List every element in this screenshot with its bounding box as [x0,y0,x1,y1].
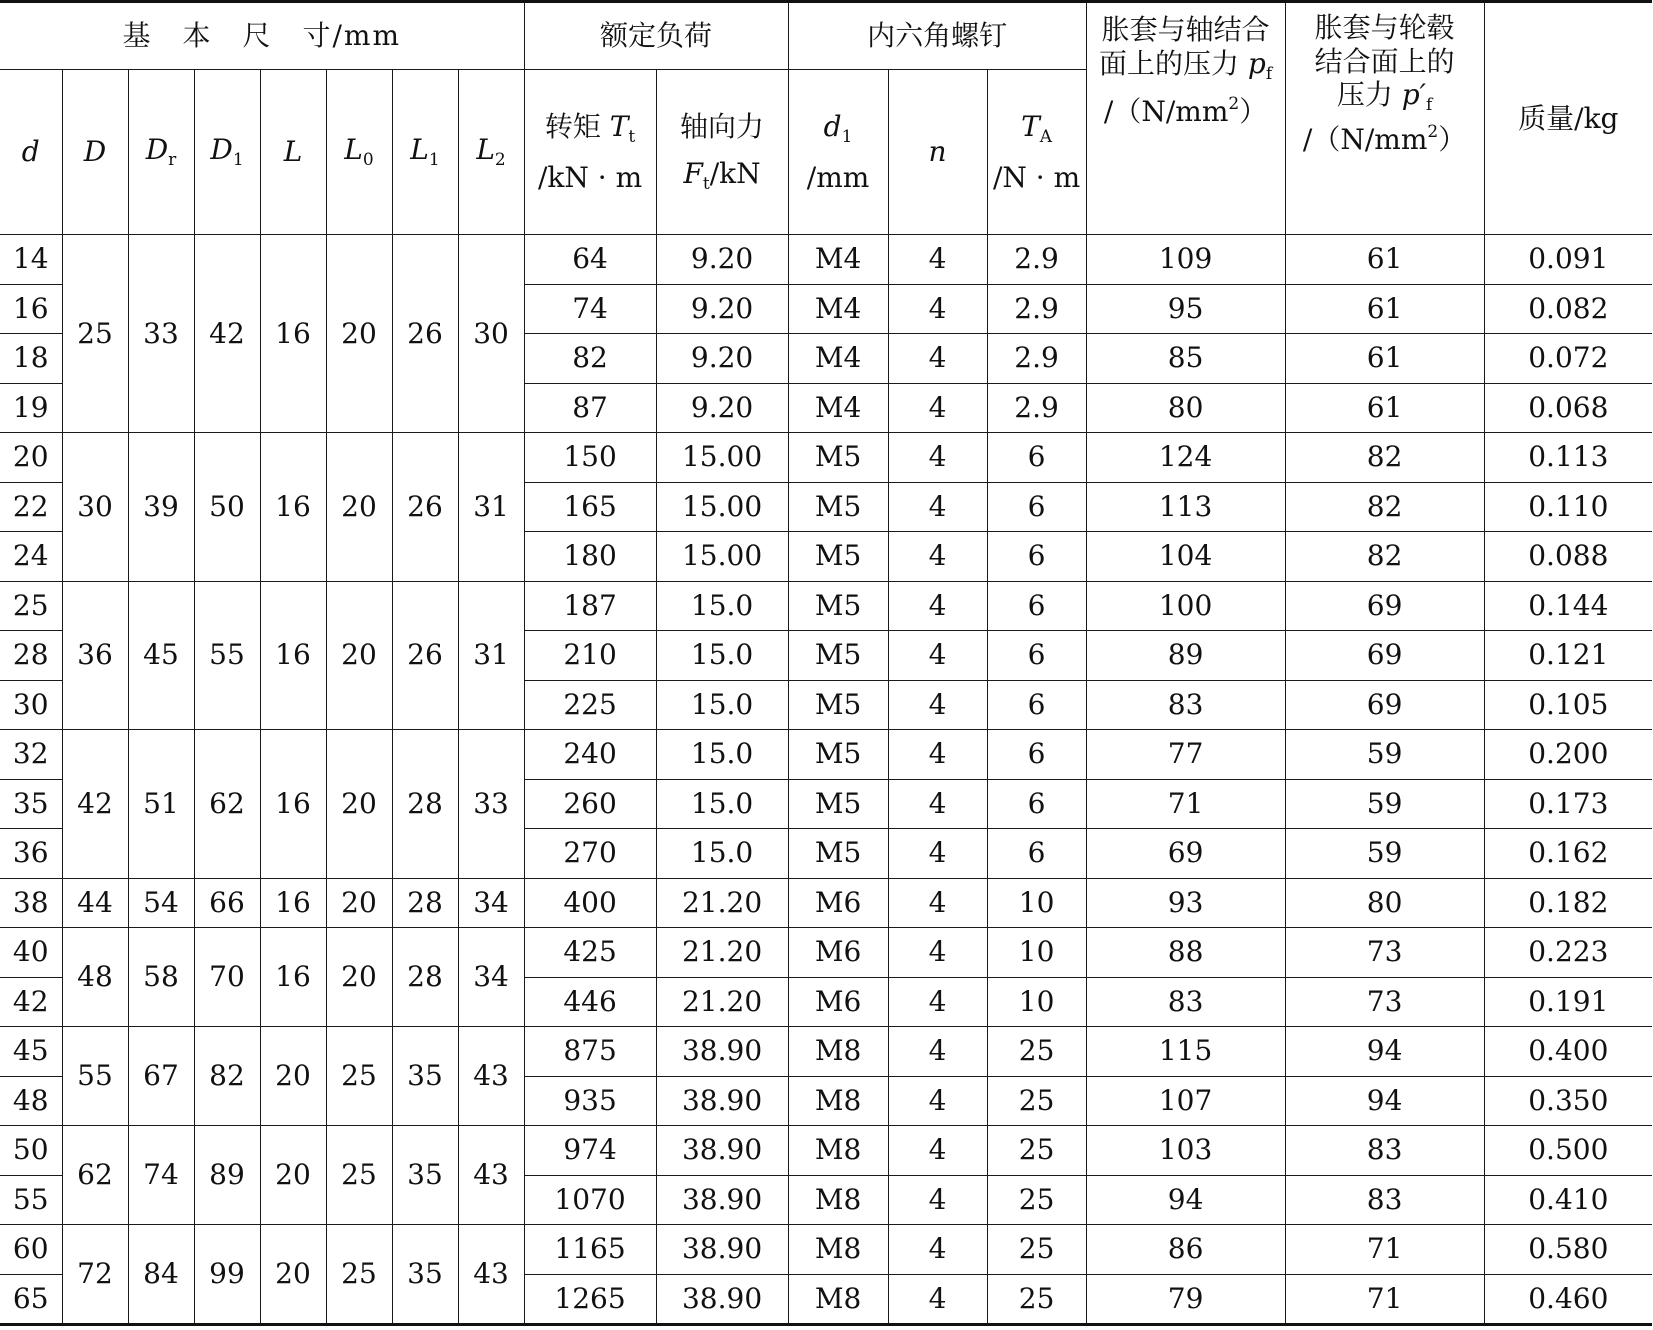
cell-L2: 43 [458,1027,524,1126]
table-row [0,928,1652,978]
cell-torque: 165 [524,482,656,532]
cell-shaft-pressure: 93 [1086,878,1285,928]
hex-screw-header: 内六角螺钉 [788,2,1086,70]
cell-axial-force: 15.0 [656,829,788,879]
cell-tightening-torque: 6 [987,433,1086,483]
cell-tightening-torque: 6 [987,829,1086,879]
cell-screw-count: 4 [888,532,987,582]
hub-pressure-header: 胀套与轮毂 结合面上的 压力 $p'_f$ $/(N/mm^2)$ [1285,2,1484,235]
cell-axial-force: 15.0 [656,680,788,730]
cell-shaft-pressure: 104 [1086,532,1285,582]
cell-screw-size: M4 [788,284,888,334]
cell-screw-count: 4 [888,1027,987,1077]
col-torque-header: 转矩 $T_t$ /kN · m [524,70,656,235]
table-row [0,433,1652,483]
cell-mass: 0.105 [1484,680,1652,730]
cell-hub-pressure: 59 [1285,829,1484,879]
cell-mass: 0.113 [1484,433,1652,483]
cell-screw-count: 4 [888,631,987,681]
cell-D: 72 [62,1225,128,1325]
cell-mass: 0.068 [1484,383,1652,433]
cell-shaft-pressure: 115 [1086,1027,1285,1077]
cell-hub-pressure: 73 [1285,977,1484,1027]
cell-L0: 20 [326,928,392,1027]
cell-d: 35 [0,779,62,829]
cell-screw-size: M8 [788,1076,888,1126]
cell-shaft-pressure: 83 [1086,977,1285,1027]
cell-screw-size: M8 [788,1027,888,1077]
cell-shaft-pressure: 85 [1086,334,1285,384]
cell-D1: 66 [194,878,260,928]
cell-D1: 62 [194,730,260,879]
col-d1-header: $d_1$ /mm [788,70,888,235]
cell-tightening-torque: 25 [987,1274,1086,1325]
cell-screw-size: M5 [788,532,888,582]
cell-screw-size: M5 [788,730,888,780]
cell-tightening-torque: 10 [987,928,1086,978]
col-n-header: n [888,70,987,235]
cell-axial-force: 38.90 [656,1126,788,1176]
cell-torque: 270 [524,829,656,879]
cell-mass: 0.350 [1484,1076,1652,1126]
cell-mass: 0.088 [1484,532,1652,582]
shaft-pressure-header: 胀套与轴结合 面上的压力 $p_f$ $/(N/mm^2)$ [1086,2,1285,235]
cell-screw-count: 4 [888,383,987,433]
cell-hub-pressure: 73 [1285,928,1484,978]
cell-mass: 0.162 [1484,829,1652,879]
cell-torque: 935 [524,1076,656,1126]
cell-d: 60 [0,1225,62,1275]
table-row [0,235,1652,285]
cell-L: 16 [260,928,326,1027]
cell-mass: 0.110 [1484,482,1652,532]
cell-hub-pressure: 69 [1285,680,1484,730]
cell-Dr: 74 [128,1126,194,1225]
cell-torque: 446 [524,977,656,1027]
cell-tightening-torque: 2.9 [987,284,1086,334]
cell-torque: 180 [524,532,656,582]
cell-L1: 26 [392,581,458,730]
cell-axial-force: 9.20 [656,334,788,384]
cell-mass: 0.580 [1484,1225,1652,1275]
table-row [0,1126,1652,1176]
cell-hub-pressure: 61 [1285,334,1484,384]
cell-hub-pressure: 94 [1285,1027,1484,1077]
mass-header: 质量/kg [1484,2,1652,235]
cell-screw-size: M5 [788,829,888,879]
cell-Dr: 58 [128,928,194,1027]
cell-shaft-pressure: 113 [1086,482,1285,532]
cell-D1: 89 [194,1126,260,1225]
cell-D1: 55 [194,581,260,730]
cell-d: 36 [0,829,62,879]
col-L-header: L [260,70,326,235]
cell-d: 18 [0,334,62,384]
cell-d: 55 [0,1175,62,1225]
cell-hub-pressure: 69 [1285,581,1484,631]
cell-hub-pressure: 94 [1285,1076,1484,1126]
cell-L1: 35 [392,1027,458,1126]
cell-axial-force: 15.00 [656,532,788,582]
cell-axial-force: 38.90 [656,1027,788,1077]
cell-tightening-torque: 6 [987,532,1086,582]
cell-torque: 187 [524,581,656,631]
cell-d: 30 [0,680,62,730]
cell-tightening-torque: 2.9 [987,235,1086,285]
cell-torque: 875 [524,1027,656,1077]
cell-mass: 0.091 [1484,235,1652,285]
col-L2-header: $L_2$ [458,70,524,235]
cell-d: 50 [0,1126,62,1176]
cell-axial-force: 15.0 [656,581,788,631]
cell-shaft-pressure: 88 [1086,928,1285,978]
cell-screw-size: M8 [788,1175,888,1225]
cell-axial-force: 9.20 [656,235,788,285]
cell-hub-pressure: 69 [1285,631,1484,681]
cell-L1: 35 [392,1126,458,1225]
cell-tightening-torque: 10 [987,878,1086,928]
cell-axial-force: 21.20 [656,928,788,978]
cell-D: 30 [62,433,128,582]
cell-mass: 0.410 [1484,1175,1652,1225]
cell-screw-count: 4 [888,284,987,334]
cell-d: 28 [0,631,62,681]
cell-Dr: 84 [128,1225,194,1325]
cell-tightening-torque: 6 [987,779,1086,829]
cell-shaft-pressure: 83 [1086,680,1285,730]
cell-hub-pressure: 82 [1285,482,1484,532]
cell-d: 45 [0,1027,62,1077]
cell-screw-size: M8 [788,1274,888,1325]
cell-tightening-torque: 25 [987,1027,1086,1077]
table-row [0,1027,1652,1077]
cell-d: 65 [0,1274,62,1325]
cell-screw-count: 4 [888,779,987,829]
col-D-header: D [62,70,128,235]
cell-D: 25 [62,235,128,433]
cell-torque: 1070 [524,1175,656,1225]
cell-axial-force: 38.90 [656,1076,788,1126]
cell-d: 16 [0,284,62,334]
cell-shaft-pressure: 77 [1086,730,1285,780]
cell-Dr: 45 [128,581,194,730]
cell-L2: 30 [458,235,524,433]
cell-shaft-pressure: 86 [1086,1225,1285,1275]
cell-D: 36 [62,581,128,730]
cell-mass: 0.200 [1484,730,1652,780]
cell-tightening-torque: 10 [987,977,1086,1027]
cell-L1: 35 [392,1225,458,1325]
cell-mass: 0.460 [1484,1274,1652,1325]
cell-axial-force: 15.0 [656,730,788,780]
cell-shaft-pressure: 100 [1086,581,1285,631]
cell-L1: 28 [392,878,458,928]
cell-L2: 43 [458,1126,524,1225]
cell-screw-size: M5 [788,680,888,730]
cell-L2: 34 [458,928,524,1027]
cell-shaft-pressure: 80 [1086,383,1285,433]
cell-axial-force: 9.20 [656,383,788,433]
cell-L0: 25 [326,1027,392,1126]
cell-screw-count: 4 [888,829,987,879]
cell-mass: 0.191 [1484,977,1652,1027]
cell-screw-count: 4 [888,581,987,631]
cell-D1: 99 [194,1225,260,1325]
cell-Dr: 54 [128,878,194,928]
cell-d: 22 [0,482,62,532]
cell-hub-pressure: 59 [1285,779,1484,829]
cell-hub-pressure: 82 [1285,433,1484,483]
cell-mass: 0.121 [1484,631,1652,681]
cell-torque: 74 [524,284,656,334]
cell-tightening-torque: 6 [987,482,1086,532]
cell-screw-count: 4 [888,878,987,928]
cell-tightening-torque: 2.9 [987,383,1086,433]
cell-L: 16 [260,581,326,730]
cell-L: 20 [260,1126,326,1225]
cell-L2: 33 [458,730,524,879]
cell-hub-pressure: 61 [1285,383,1484,433]
cell-torque: 974 [524,1126,656,1176]
cell-screw-size: M4 [788,235,888,285]
cell-screw-size: M8 [788,1225,888,1275]
cell-d: 14 [0,235,62,285]
cell-d: 24 [0,532,62,582]
cell-L: 16 [260,433,326,582]
cell-axial-force: 38.90 [656,1175,788,1225]
cell-screw-size: M5 [788,433,888,483]
cell-shaft-pressure: 95 [1086,284,1285,334]
cell-torque: 225 [524,680,656,730]
cell-tightening-torque: 6 [987,730,1086,780]
table-body [0,235,1652,1325]
cell-D: 55 [62,1027,128,1126]
cell-screw-size: M8 [788,1126,888,1176]
col-TA-header: $T_A$ /N · m [987,70,1086,235]
cell-d: 20 [0,433,62,483]
cell-L0: 20 [326,878,392,928]
cell-d: 19 [0,383,62,433]
cell-tightening-torque: 2.9 [987,334,1086,384]
cell-axial-force: 15.00 [656,482,788,532]
cell-L2: 31 [458,581,524,730]
cell-L: 16 [260,878,326,928]
cell-mass: 0.500 [1484,1126,1652,1176]
cell-torque: 1165 [524,1225,656,1275]
cell-hub-pressure: 71 [1285,1225,1484,1275]
cell-L1: 28 [392,928,458,1027]
cell-screw-count: 4 [888,433,987,483]
cell-screw-size: M5 [788,631,888,681]
cell-shaft-pressure: 89 [1086,631,1285,681]
cell-torque: 425 [524,928,656,978]
cell-L: 16 [260,730,326,879]
cell-torque: 82 [524,334,656,384]
cell-axial-force: 21.20 [656,878,788,928]
cell-shaft-pressure: 124 [1086,433,1285,483]
cell-shaft-pressure: 69 [1086,829,1285,879]
cell-screw-size: M6 [788,878,888,928]
cell-screw-size: M4 [788,383,888,433]
cell-screw-count: 4 [888,977,987,1027]
cell-d: 42 [0,977,62,1027]
cell-shaft-pressure: 103 [1086,1126,1285,1176]
cell-screw-count: 4 [888,235,987,285]
cell-torque: 64 [524,235,656,285]
cell-L2: 31 [458,433,524,582]
cell-d: 32 [0,730,62,780]
cell-hub-pressure: 71 [1285,1274,1484,1325]
cell-screw-size: M6 [788,928,888,978]
cell-screw-count: 4 [888,1076,987,1126]
cell-hub-pressure: 59 [1285,730,1484,780]
cell-L0: 20 [326,235,392,433]
col-axial-force-header: 轴向力 $F_t/kN$ [656,70,788,235]
cell-torque: 400 [524,878,656,928]
table-row [0,1225,1652,1275]
table-row [0,730,1652,780]
cell-hub-pressure: 82 [1285,532,1484,582]
table-row [0,878,1652,928]
cell-screw-count: 4 [888,482,987,532]
cell-axial-force: 15.0 [656,779,788,829]
cell-shaft-pressure: 109 [1086,235,1285,285]
cell-D: 62 [62,1126,128,1225]
cell-tightening-torque: 6 [987,581,1086,631]
cell-Dr: 39 [128,433,194,582]
cell-d: 48 [0,1076,62,1126]
col-d-header: d [0,70,62,235]
table-row [0,581,1652,631]
cell-mass: 0.072 [1484,334,1652,384]
cell-screw-count: 4 [888,1274,987,1325]
cell-torque: 87 [524,383,656,433]
cell-D: 44 [62,878,128,928]
cell-Dr: 51 [128,730,194,879]
cell-axial-force: 9.20 [656,284,788,334]
cell-mass: 0.400 [1484,1027,1652,1077]
cell-D1: 50 [194,433,260,582]
cell-screw-size: M5 [788,482,888,532]
cell-Dr: 67 [128,1027,194,1126]
cell-shaft-pressure: 79 [1086,1274,1285,1325]
cell-screw-size: M4 [788,334,888,384]
cell-hub-pressure: 61 [1285,284,1484,334]
cell-screw-size: M5 [788,581,888,631]
cell-axial-force: 15.00 [656,433,788,483]
cell-D: 48 [62,928,128,1027]
cell-D: 42 [62,730,128,879]
cell-hub-pressure: 83 [1285,1175,1484,1225]
cell-screw-count: 4 [888,1126,987,1176]
cell-d: 40 [0,928,62,978]
cell-shaft-pressure: 71 [1086,779,1285,829]
col-L1-header: $L_1$ [392,70,458,235]
cell-axial-force: 38.90 [656,1274,788,1325]
cell-D1: 42 [194,235,260,433]
cell-screw-count: 4 [888,730,987,780]
cell-mass: 0.082 [1484,284,1652,334]
cell-mass: 0.223 [1484,928,1652,978]
cell-L1: 28 [392,730,458,879]
cell-L0: 25 [326,1225,392,1325]
cell-D1: 70 [194,928,260,1027]
header-row-1 [0,2,1652,70]
cell-tightening-torque: 6 [987,631,1086,681]
cell-screw-count: 4 [888,1225,987,1275]
cell-tightening-torque: 25 [987,1225,1086,1275]
cell-L1: 26 [392,433,458,582]
col-Dr-header: $D_r$ [128,70,194,235]
basic-dims-header: 基 本 尺 寸/mm [0,2,524,70]
cell-Dr: 33 [128,235,194,433]
cell-tightening-torque: 25 [987,1126,1086,1176]
cell-d: 25 [0,581,62,631]
cell-shaft-pressure: 94 [1086,1175,1285,1225]
cell-torque: 1265 [524,1274,656,1325]
cell-hub-pressure: 80 [1285,878,1484,928]
cell-mass: 0.173 [1484,779,1652,829]
cell-tightening-torque: 6 [987,680,1086,730]
cell-screw-size: M5 [788,779,888,829]
cell-L: 20 [260,1027,326,1126]
cell-L0: 20 [326,581,392,730]
cell-L: 20 [260,1225,326,1325]
rated-load-header: 额定负荷 [524,2,788,70]
cell-d: 38 [0,878,62,928]
cell-torque: 210 [524,631,656,681]
cell-screw-count: 4 [888,928,987,978]
cell-screw-count: 4 [888,680,987,730]
cell-L0: 25 [326,1126,392,1225]
cell-shaft-pressure: 107 [1086,1076,1285,1126]
col-L0-header: $L_0$ [326,70,392,235]
cell-D1: 82 [194,1027,260,1126]
cell-screw-size: M6 [788,977,888,1027]
col-D1-header: $D_1$ [194,70,260,235]
cell-L: 16 [260,235,326,433]
cell-axial-force: 15.0 [656,631,788,681]
cell-torque: 240 [524,730,656,780]
cell-axial-force: 38.90 [656,1225,788,1275]
cell-tightening-torque: 25 [987,1076,1086,1126]
cell-mass: 0.182 [1484,878,1652,928]
cell-torque: 150 [524,433,656,483]
cell-screw-count: 4 [888,334,987,384]
cell-L2: 43 [458,1225,524,1325]
cell-L0: 20 [326,433,392,582]
cell-mass: 0.144 [1484,581,1652,631]
cell-L2: 34 [458,878,524,928]
cell-L0: 20 [326,730,392,879]
cell-axial-force: 21.20 [656,977,788,1027]
cell-screw-count: 4 [888,1175,987,1225]
cell-L1: 26 [392,235,458,433]
cell-torque: 260 [524,779,656,829]
cell-hub-pressure: 61 [1285,235,1484,285]
cell-tightening-torque: 25 [987,1175,1086,1225]
cell-hub-pressure: 83 [1285,1126,1484,1176]
